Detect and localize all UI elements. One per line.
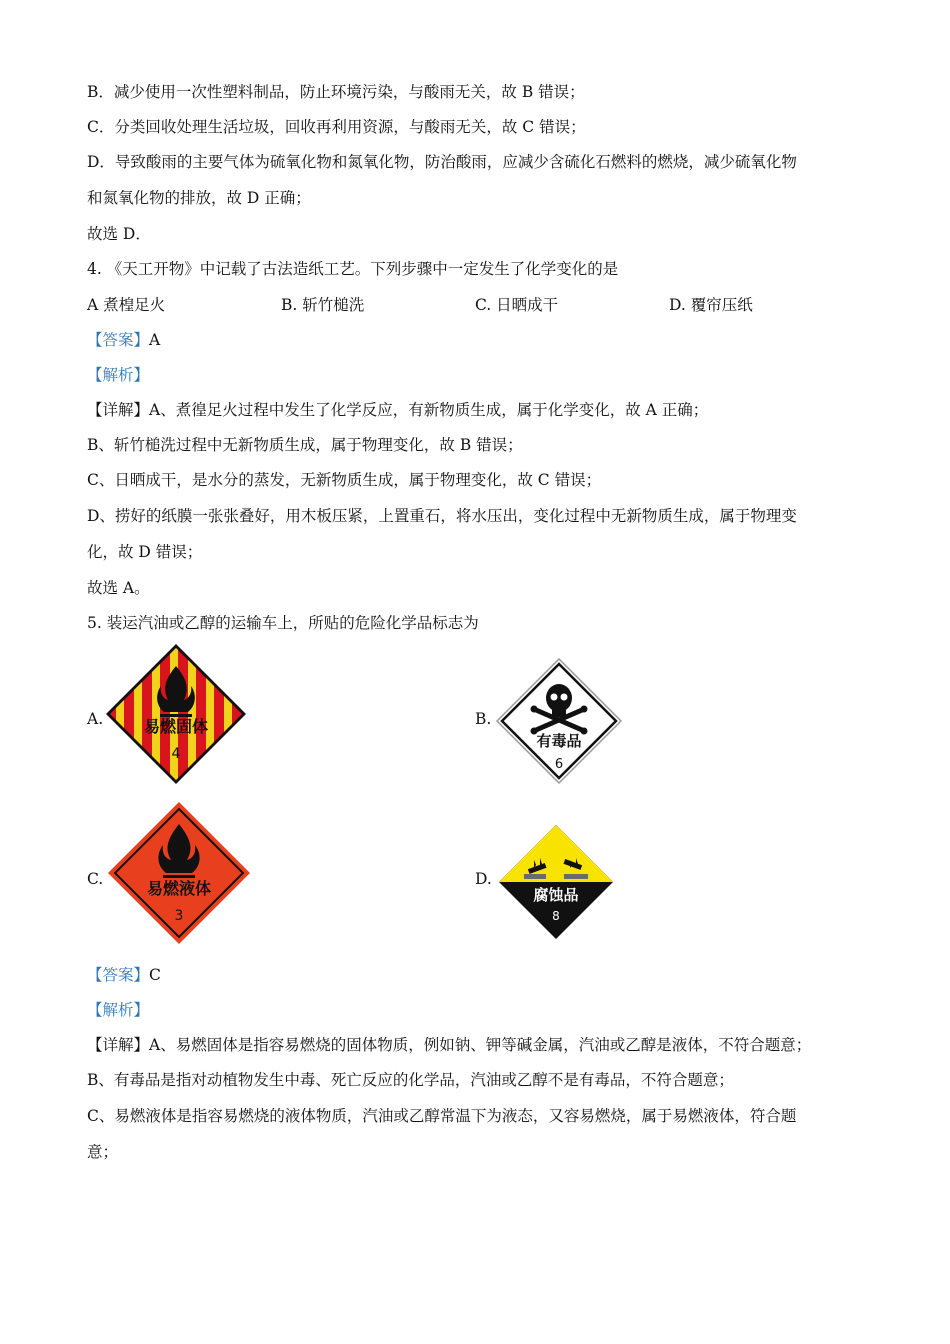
detail-text: A、易燃固体是指容易燃烧的固体物质，例如钠、钾等碱金属，汽油或乙醇是液体，不符合题意； (149, 1036, 812, 1054)
q5-stem: 5. 装运汽油或乙醇的运输车上，所贴的危险化学品标志为 (87, 614, 479, 632)
q4-detail-a (87, 399, 708, 421)
q4-detail-d-line1: D、捞好的纸膜一张张叠好，用木板压紧，上置重石，将水压出，变化过程中无新物质生成，属于物理变 (87, 507, 797, 525)
sign-label: 易燃液体 (146, 879, 212, 898)
q4-detail-d-line2: 化，故 D 错误； (87, 543, 203, 561)
class-number: 8 (552, 909, 560, 923)
answer-value: C (149, 966, 161, 984)
q4-option-a: A 煮楻足火 (87, 296, 166, 314)
detail-text: A、煮徨足火过程中发生了化学反应，有新物质生成，属于化学变化，故 A 正确； (149, 401, 709, 419)
q5-detail-c-line1: C、易燃液体是指容易燃烧的液体物质，汽油或乙醇常温下为液态，又容易燃烧，属于易燃液体，符合题 (87, 1107, 797, 1125)
q3-option-d-explanation-line2: 和氮氧化物的排放，故 D 正确； (87, 189, 311, 207)
q5-detail-b: B、有毒品是指对动植物发生中毒、死亡反应的化学品，汽油或乙醇不是有毒品，不符合题意； (87, 1071, 734, 1089)
q5-detail-c-line2: 意； (87, 1143, 119, 1161)
q5-option-c-letter: C. (87, 870, 104, 888)
detail-label: 【详解】 (87, 401, 150, 419)
q3-option-b-explanation: B．减少使用一次性塑料制品，防止环境污染，与酸雨无关，故 B 错误； (87, 83, 585, 101)
class-number: 6 (554, 757, 564, 772)
q3-conclusion: 故选 D． (87, 225, 151, 243)
q4-option-b: B. 斩竹槌洗 (281, 296, 365, 314)
q5-option-c-sign (108, 802, 250, 944)
detail-label: 【详解】 (87, 1036, 150, 1054)
q5-answer (87, 964, 161, 986)
q5-analysis-label: 【解析】 (87, 1001, 150, 1019)
answer-label: 【答案】 (87, 331, 150, 349)
q4-conclusion: 故选 A。 (87, 579, 150, 597)
q4-analysis-label: 【解析】 (87, 366, 150, 384)
answer-value: A (149, 331, 161, 349)
q5-option-b-sign (496, 658, 622, 784)
class-number: 4 (171, 746, 181, 762)
q4-option-c: C. 日晒成干 (475, 296, 559, 314)
q3-option-d-explanation-line1: D．导致酸雨的主要气体为硫氧化物和氮氧化物，防治酸雨，应减少含硫化石燃料的燃烧，减少硫氧化物 (87, 153, 797, 171)
q4-detail-b: B、斩竹槌洗过程中无新物质生成，属于物理变化，故 B 错误； (87, 436, 523, 454)
q5-option-a-letter: A. (87, 710, 104, 728)
q3-option-c-explanation: C．分类回收处理生活垃圾，回收再利用资源，与酸雨无关，故 C 错误； (87, 118, 586, 136)
q4-detail-c: C、日晒成干，是水分的蒸发，无新物质生成，属于物理变化，故 C 错误； (87, 471, 602, 489)
sign-label: 易燃固体 (143, 717, 209, 736)
sign-label: 有毒品 (536, 732, 582, 750)
answer-label: 【答案】 (87, 966, 150, 984)
q4-stem: 4. 《天工开物》中记载了古法造纸工艺。下列步骤中一定发生了化学变化的是 (87, 260, 619, 278)
q4-option-d: D. 覆帘压纸 (669, 296, 753, 314)
q5-option-d-letter: D. (475, 870, 492, 888)
sign-label: 腐蚀品 (533, 886, 579, 904)
q5-option-d-sign (498, 824, 614, 940)
q4-answer (87, 329, 160, 351)
q5-detail-a (87, 1034, 811, 1056)
class-number: 3 (174, 908, 184, 924)
q5-option-b-letter: B. (475, 710, 492, 728)
q5-option-a-sign (106, 644, 246, 784)
